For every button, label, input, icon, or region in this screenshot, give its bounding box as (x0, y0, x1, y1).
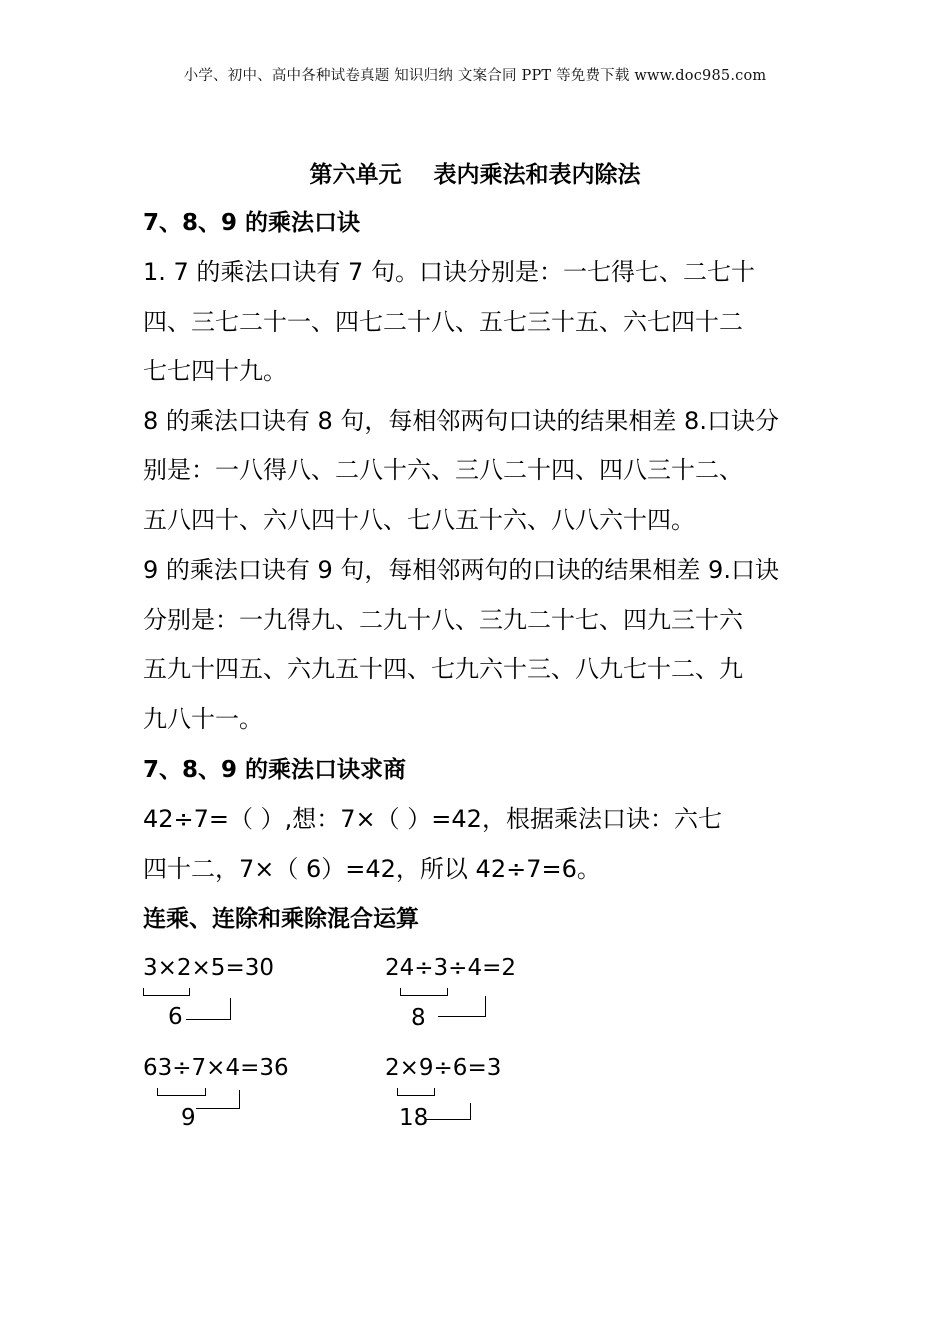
paragraph-line: 七七四十九。 (143, 357, 287, 385)
step-connector (425, 1103, 471, 1120)
step-bracket (400, 988, 448, 996)
paragraph-line: 五八四十、六八四十八、七八五十六、八八六十四。 (143, 506, 695, 534)
step-bracket (397, 1088, 435, 1096)
paragraph-line: 42÷7=（ ）,想：7×（ ）=42，根据乘法口诀：六七 (143, 805, 722, 833)
calc-intermediate: 6 (168, 1004, 183, 1030)
section-heading-quotient: 7、8、9 的乘法口诀求商 (143, 757, 407, 783)
calc-expression: 2×9÷6=3 (385, 1055, 502, 1081)
paragraph-line: 五九十四五、六九五十四、七九六十三、八九七十二、九 (143, 655, 743, 683)
step-connector (438, 996, 486, 1017)
step-bracket (143, 988, 190, 996)
paragraph-line: 9 的乘法口诀有 9 句，每相邻两句的口诀的结果相差 9.口诀 (143, 556, 779, 584)
calc-expression: 3×2×5=30 (143, 955, 274, 981)
paragraph-line: 四十二，7×（ 6）=42，所以 42÷7=6。 (143, 855, 601, 883)
paragraph-line: 九八十一。 (143, 705, 263, 733)
paragraph-line: 分别是：一九得九、二九十八、三九二十七、四九三十六 (143, 606, 743, 634)
calc-expression: 24÷3÷4=2 (385, 955, 516, 981)
step-connector (196, 1090, 240, 1109)
paragraph-line: 别是：一八得八、二八十六、三八二十四、四八三十二、 (143, 456, 743, 484)
calc-intermediate: 8 (411, 1005, 426, 1031)
calc-expression: 63÷7×4=36 (143, 1055, 289, 1081)
unit-title: 第六单元 表内乘法和表内除法 (309, 162, 641, 188)
paragraph-line: 1. 7 的乘法口诀有 7 句。口诀分别是：一七得七、二七十 (143, 258, 755, 286)
paragraph-line: 四、三七二十一、四七二十八、五七三十五、六七四十二 (143, 308, 743, 336)
step-connector (186, 998, 231, 1020)
calc-intermediate: 9 (181, 1105, 196, 1131)
section-heading-multiplication-rhymes: 7、8、9 的乘法口诀 (143, 210, 361, 236)
section-heading-mixed-operations: 连乘、连除和乘除混合运算 (143, 906, 419, 932)
paragraph-line: 8 的乘法口诀有 8 句，每相邻两句口诀的结果相差 8.口诀分 (143, 407, 779, 435)
page-header: 小学、初中、高中各种试卷真题 知识归纳 文案合同 PPT 等免费下载 www.doc985.com (183, 68, 767, 84)
calc-intermediate: 18 (399, 1105, 429, 1131)
